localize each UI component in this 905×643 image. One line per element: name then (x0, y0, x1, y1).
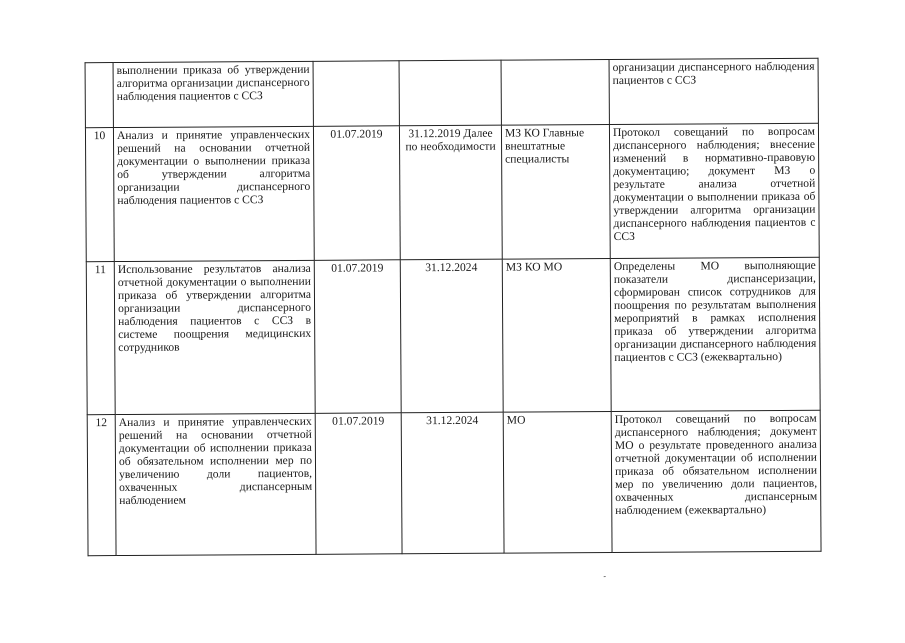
responsible-cell: МО (503, 412, 612, 554)
end-date-cell: 31.12.2024 (400, 259, 503, 413)
end-date-cell: 31.12.2019 Далее по необходимости (399, 125, 502, 260)
row-number-cell: 10 (85, 128, 114, 262)
table-row (85, 123, 819, 261)
responsible-cell: МЗ КО МО (502, 259, 611, 413)
row-number-cell: 11 (86, 262, 115, 415)
start-date-cell: 01.07.2019 (314, 260, 401, 414)
result-cell: Определены МО выполняющие показатели диспансеризации, сформирован список сотрудников для поощрения по результатам выполнения мероприятий в рамках исполнения приказа об утверждении алгоритма организации диспансерного наблюдения пациентов с ССЗ (ежеквартально) (610, 257, 820, 411)
action-cell: Анализ и принятие управленческих решений на основании отчетной документации о выполнении приказа об утверждении алгоритма организации диспансерного наблюдения пациентов с ССЗ (113, 126, 314, 261)
responsible-cell: МЗ КО Главные внештатные специалисты (501, 125, 610, 260)
table-row (86, 257, 820, 414)
end-date-cell (399, 60, 501, 126)
responsible-cell (501, 60, 609, 126)
table-row (87, 410, 821, 555)
action-cell: Использование результатов анализа отчетной документации о выполнении приказа об утверждении алгоритма организации диспансерного наблюдения пациентов с ССЗ в системе поощрения медицинских сотрудников (114, 260, 315, 414)
start-date-cell: 01.07.2019 (313, 126, 400, 261)
action-plan-table (85, 58, 822, 556)
row-number-cell: 12 (87, 415, 116, 556)
result-cell: Протокол совещаний по вопросам диспансерного наблюдения; внесение изменений в нормативно-правовую документацию; документ МЗ о результате анализа отчетной документации о выполнении приказа об утверждении алгоритма организации диспансерного наблюдения пациентов с ССЗ (609, 123, 819, 258)
result-cell: организации диспансерного наблюдения пациентов с ССЗ (609, 58, 818, 124)
scan-speck (604, 576, 606, 577)
action-cell: Анализ и принятие управленческих решений на основании отчетной документации об исполнении приказа об обязательном исполнении мер по увеличению доли пациентов, охваченных диспансерным наблюдением (115, 413, 316, 555)
action-cell: выполнении приказа об утверждении алгоритма организации диспансерного наблюдения пациентов с ССЗ (113, 61, 313, 127)
row-number-cell (85, 63, 113, 128)
end-date-cell: 31.12.2024 (401, 412, 504, 554)
start-date-cell (313, 61, 399, 127)
result-cell: Протокол совещаний по вопросам диспансерного наблюдения; документ МО о результате проведенного анализа отчетной документации об исполнении приказа об обязательном исполнении мер по увеличению доли пациентов, охваченных диспансерным наблюдением (ежеквартально) (611, 410, 821, 552)
table-row (85, 58, 818, 127)
start-date-cell: 01.07.2019 (315, 413, 402, 555)
